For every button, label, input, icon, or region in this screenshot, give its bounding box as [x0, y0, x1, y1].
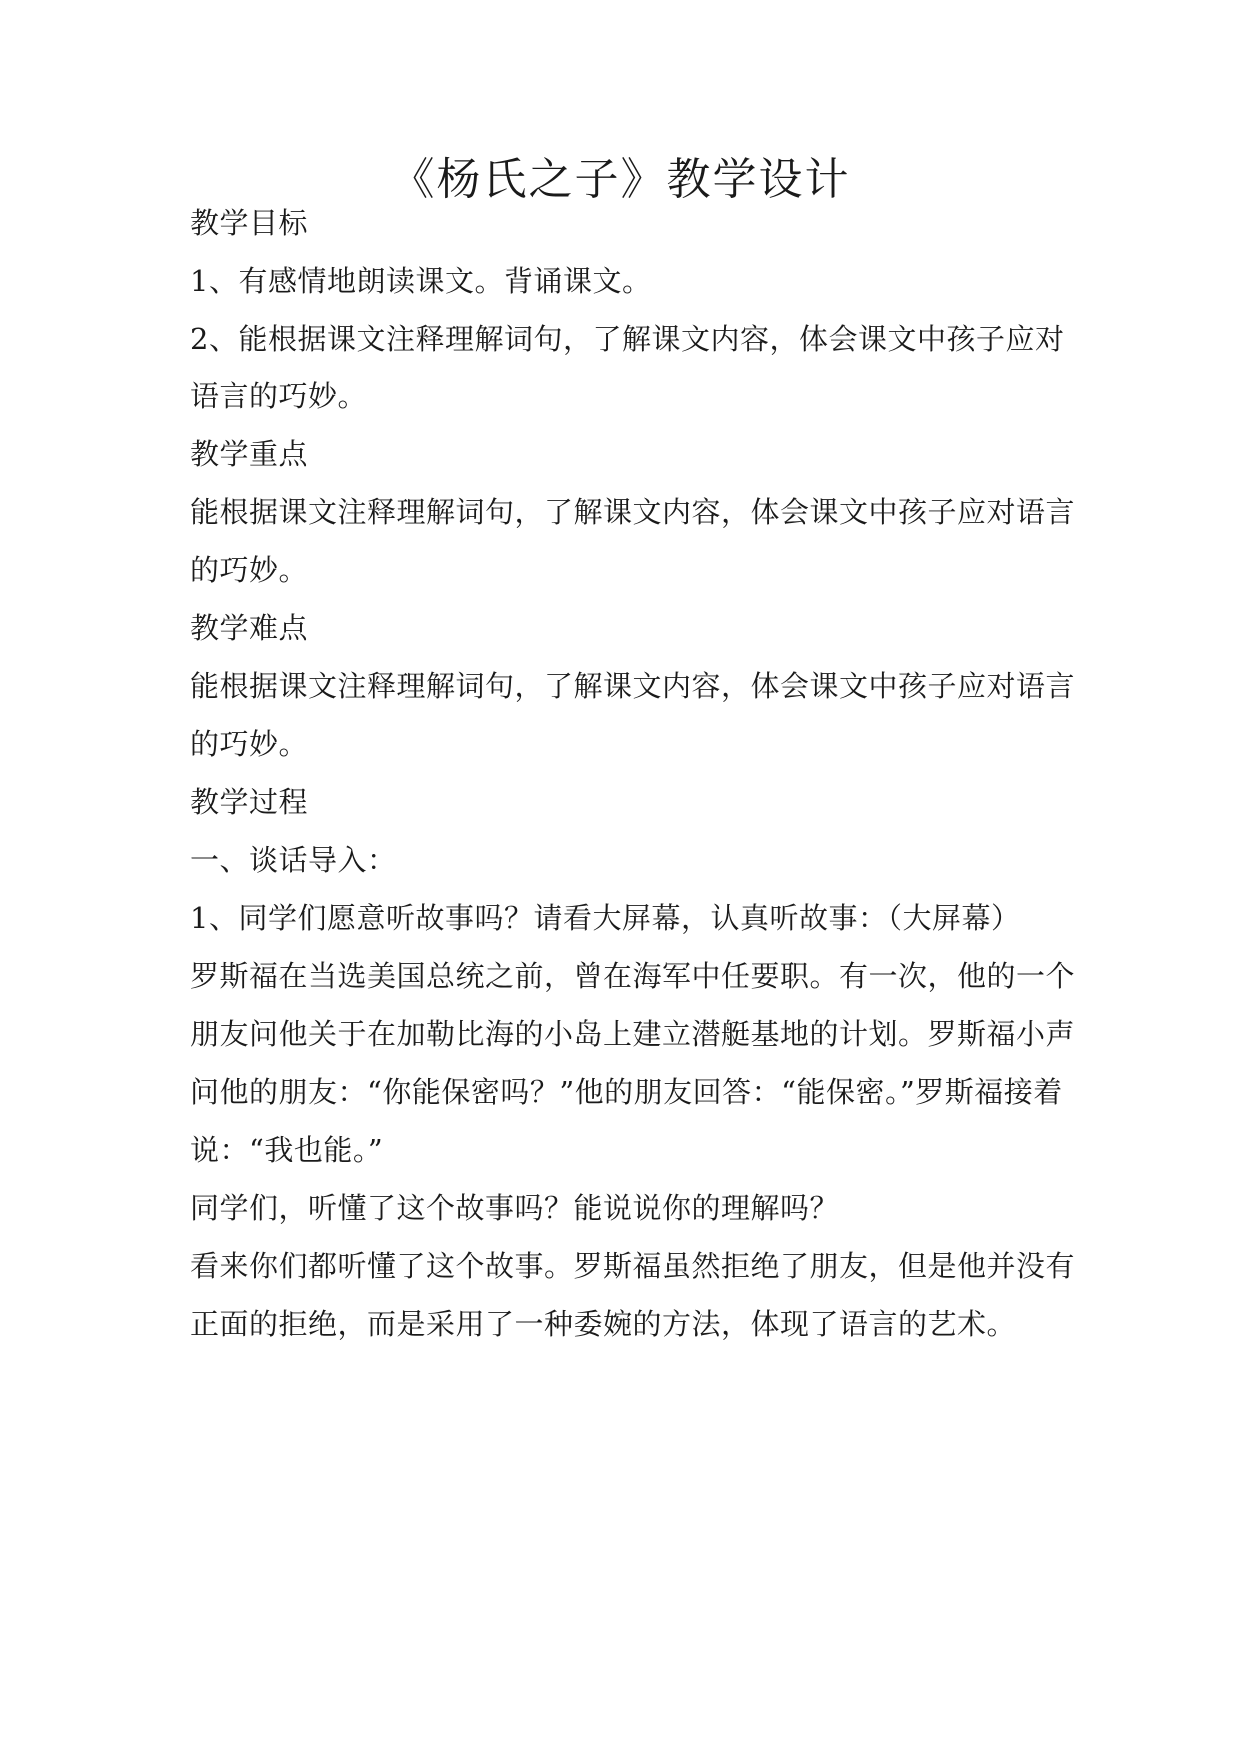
key-points-line-1: 能根据课文注释理解词句，了解课文内容，体会课文中孩子应对语言: [190, 495, 1076, 529]
key-points-line-2: 的巧妙。: [190, 553, 309, 587]
story-line-2: 朋友问他关于在加勒比海的小岛上建立潜艇基地的计划。罗斯福小声: [190, 1017, 1076, 1051]
story-line-4: 说：“我也能。”: [190, 1133, 384, 1167]
process-step-1: 1、同学们愿意听故事吗？请看大屏幕，认真听故事：（大屏幕）: [190, 901, 1021, 935]
story-line-3: 问他的朋友：“你能保密吗？”他的朋友回答：“能保密。”罗斯福接着: [190, 1075, 1063, 1109]
story-line-1: 罗斯福在当选美国总统之前，曾在海军中任要职。有一次，他的一个: [190, 959, 1076, 993]
heading-teaching-objectives: 教学目标: [190, 206, 309, 240]
document-title: 《杨氏之子》教学设计: [390, 154, 851, 205]
objective-2-line-2: 语言的巧妙。: [190, 379, 368, 413]
objective-2-line-1: 2、能根据课文注释理解词句，了解课文内容，体会课文中孩子应对: [190, 322, 1065, 356]
difficulties-line-2: 的巧妙。: [190, 727, 309, 761]
heading-key-points: 教学重点: [190, 437, 309, 471]
heading-difficulties: 教学难点: [190, 611, 309, 645]
summary-line-1: 看来你们都听懂了这个故事。罗斯福虽然拒绝了朋友，但是他并没有: [190, 1249, 1076, 1283]
section-1-heading: 一、谈话导入：: [190, 843, 397, 877]
question-line: 同学们，听懂了这个故事吗？能说说你的理解吗？: [190, 1191, 840, 1225]
objective-1: 1、有感情地朗读课文。背诵课文。: [190, 264, 652, 298]
heading-teaching-process: 教学过程: [190, 785, 309, 819]
difficulties-line-1: 能根据课文注释理解词句，了解课文内容，体会课文中孩子应对语言: [190, 669, 1076, 703]
summary-line-2: 正面的拒绝，而是采用了一种委婉的方法，体现了语言的艺术。: [190, 1307, 1017, 1341]
